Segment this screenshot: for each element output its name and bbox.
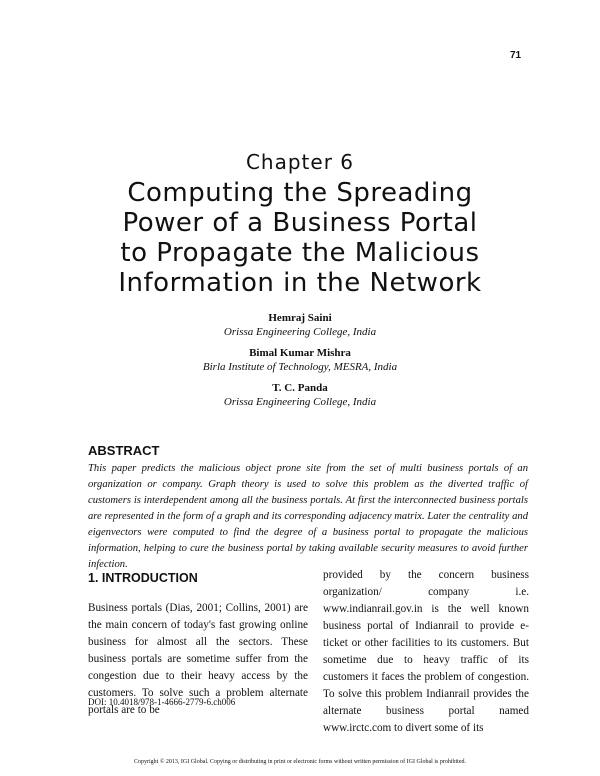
abstract-text: This paper predicts the malicious object prone site from the set of multi business portals of an organization or company. Graph theory is used to solve this problem as the diverted traffic of customers is interdependent among all the business portals. At first the interconnected business portals are represented in the form of a graph and its corresponding adjacency matrix. Later the centrality and eigenvectors were computed to find the degree of a business portal to propagate the malicious information, helping to cure the business portal by taking available security measures to avoid further infection. <box>88 463 528 570</box>
page-number: 71 <box>510 50 522 61</box>
author-block <box>0 346 600 374</box>
body-column-left: Business portals (Dias, 2001; Collins, 2001) are the main concern of today's fast growing online business for almost all the sectors. These business portals are sometime suffer from the congestion due to their heavy access by the customers. To solve such a problem alternate portals are to be <box>88 602 308 716</box>
doi: DOI: 10.4018/978-1-4666-2779-6.ch006 <box>88 697 236 707</box>
author-block <box>0 311 600 339</box>
chapter-title <box>0 178 600 298</box>
title-line: Power of a Business Portal <box>122 208 478 238</box>
author-name: T. C. Panda <box>272 382 328 394</box>
author-affiliation: Orissa Engineering College, India <box>223 396 377 408</box>
author-name: Bimal Kumar Mishra <box>249 347 351 359</box>
author-affiliation: Birla Institute of Technology, MESRA, India <box>202 361 398 373</box>
abstract-heading: ABSTRACT <box>88 443 160 458</box>
author-affiliation: Orissa Engineering College, India <box>223 326 377 338</box>
title-line: to Propagate the Malicious <box>120 238 480 268</box>
title-line: Computing the Spreading <box>127 178 473 208</box>
chapter-label: Chapter 6 <box>245 150 355 174</box>
author-block <box>0 381 600 409</box>
author-name: Hemraj Saini <box>268 312 332 324</box>
body-column-right: provided by the concern business organization/ company i.e. www.indianrail.gov.in is the well known business portal of Indianrail to provide e-ticket or other facilities to its customers. But sometime due to heavy traffic of its customers it faces the problem of congestion. To solve this problem Indianrail provides the alternate business portal named www.irctc.com to divert some of its <box>323 569 529 734</box>
copyright-notice: Copyright © 2013, IGI Global. Copying or distributing in print or electronic forms without written permission of IGI Global is prohibited. <box>133 759 466 765</box>
title-line: Information in the Network <box>118 268 482 298</box>
introduction-heading: 1. INTRODUCTION <box>88 571 198 585</box>
